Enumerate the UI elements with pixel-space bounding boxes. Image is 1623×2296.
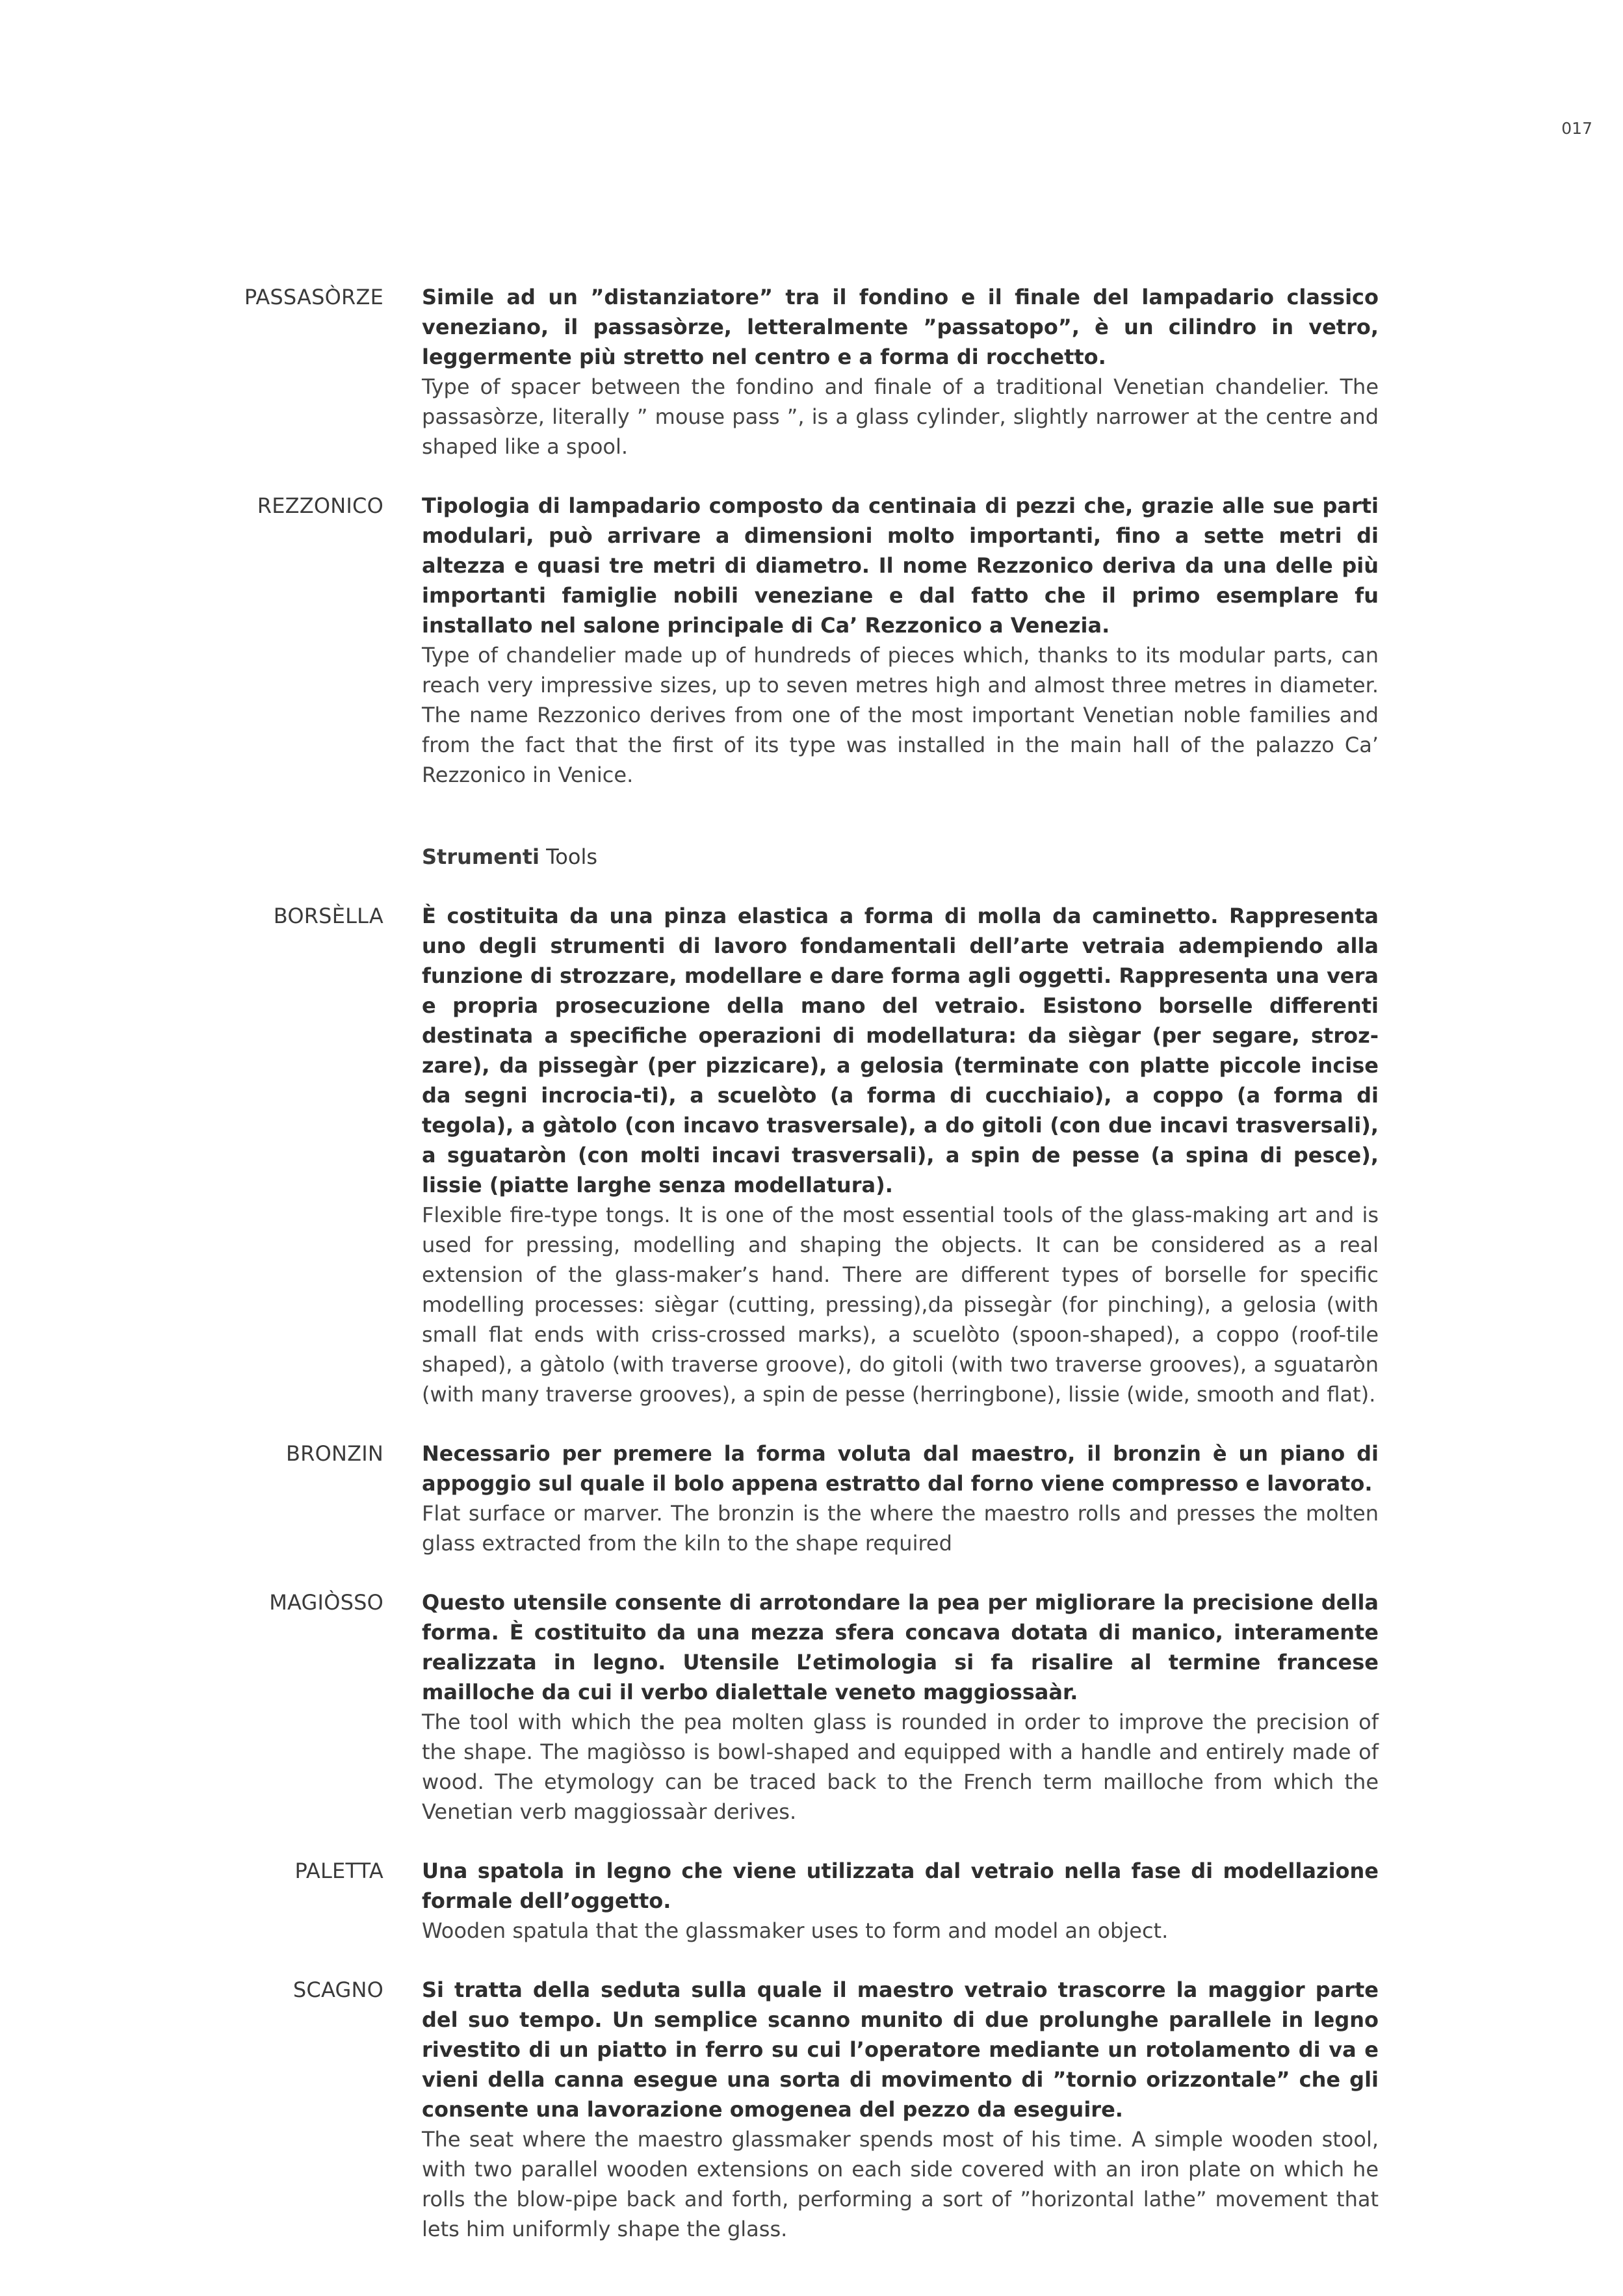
glossary-content: [0, 282, 1623, 2273]
entry-english-text: Wooden spatula that the glassmaker uses to form and model an object.: [422, 1918, 1169, 1943]
glossary-entry-rezzonico: [0, 491, 1623, 790]
glossary-entry-scagno: [0, 1975, 1623, 2244]
entry-term: REZZONICO: [257, 493, 383, 518]
entry-body: [422, 1439, 1379, 1558]
entry-body: [422, 282, 1379, 462]
entry-italian-text: Si tratta della seduta sulla quale il maestro vetraio trascorre la maggior parte del suo tempo. Un semplice scanno munito di due prolunghe parallele in legno rivestito di un piatto in ferro su cui l’operatore mediante un rotolamento di va e vieni della canna esegue una sorta di movimento di ”tornio orizzontale” che gli consente una lavorazione omogenea del pezzo da eseguire.: [422, 1977, 1379, 2122]
entry-italian-text: Questo utensile consente di arrotondare la pea per migliorare la precisione della forma. È costituito da una mezza sfera concava dotata di manico, interamente realizzata in legno. Utensile L’etimologia si fa risalire al termine francese mailloche da cui il verbo dialettale veneto maggiossaàr.: [422, 1590, 1379, 1704]
entry-term: PALETTA: [294, 1859, 383, 1883]
glossary-entry-bronzin: [0, 1439, 1623, 1558]
page-number: 017: [1561, 119, 1592, 138]
entry-english-text: The tool with which the pea molten glass is rounded in order to improve the precision of the shape. The magiòsso is bowl-shaped and equipped with a handle and entirely made of wood. The etymology can be traced back to the French term mailloche from which the Venetian verb maggiossaàr derives.: [422, 1710, 1379, 1824]
section-title-english: Tools: [546, 844, 597, 869]
entry-body: [422, 1587, 1379, 1827]
entry-italian-text: Necessario per premere la forma voluta dal maestro, il bronzin è un piano di appoggio sul quale il bolo appena estratto dal forno viene compresso e lavorato.: [422, 1441, 1379, 1496]
entry-body: [422, 1975, 1379, 2244]
glossary-entry-passasorze: [0, 282, 1623, 462]
section-title-italian: Strumenti: [422, 844, 539, 869]
entry-term: MAGIÒSSO: [269, 1590, 383, 1615]
entry-english-text: Flat surface or marver. The bronzin is the where the maestro rolls and presses the molten glass extracted from the kiln to the shape required: [422, 1501, 1379, 1556]
glossary-entry-borsella: [0, 901, 1623, 1409]
entry-term: BORSÈLLA: [273, 904, 383, 928]
entry-english-text: Flexible fire-type tongs. It is one of the most essential tools of the glass-making art and is used for pressing, modelling and shaping the objects. It can be considered as a real extension of the glass-maker’s hand. There are different types of borselle for specific modelling processes: siègar (cutting, pressing),da pissegàr (for pinching), a gelosia (with small flat ends with criss-crossed marks), a scuelòto (spoon-shaped), a coppo (roof-tile shaped), a gàtolo (with traverse groove), do gitoli (with two traverse grooves), a sguataròn (with many traverse grooves), a spin de pesse (herringbone), lissie (wide, smooth and flat).: [422, 1203, 1379, 1407]
entry-italian-text: Tipologia di lampadario composto da centinaia di pezzi che, grazie alle sue parti modulari, può arrivare a dimensioni molto importanti, fino a sette metri di altezza e quasi tre metri di diametro. Il nome Rezzonico deriva da una delle più importanti famiglie nobili veneziane e dal fatto che il primo esemplare fu installato nel salone principale di Ca’ Rezzonico a Venezia.: [422, 493, 1379, 638]
entry-italian-text: Simile ad un ”distanziatore” tra il fondino e il finale del lampadario classico veneziano, il passasòrze, letteralmente ”passatopo”, è un cilindro in vetro, leggermente più stretto nel centro e a forma di rocchetto.: [422, 285, 1379, 369]
entry-english-text: The seat where the maestro glassmaker spends most of his time. A simple wooden stool, with two parallel wooden extensions on each side covered with an iron plate on which he rolls the blow-pipe back and forth, performing a sort of ”horizontal lathe” movement that lets him uniformly shape the glass.: [422, 2127, 1379, 2241]
entry-term: PASSASÒRZE: [244, 285, 383, 309]
entry-body: [422, 1856, 1379, 1946]
entry-term: BRONZIN: [285, 1441, 383, 1466]
entry-body: [422, 901, 1379, 1409]
entry-term: SCAGNO: [292, 1977, 383, 2002]
section-heading-tools: [422, 842, 1623, 872]
glossary-entry-paletta: [0, 1856, 1623, 1946]
entry-english-text: Type of chandelier made up of hundreds of pieces which, thanks to its modular parts, can reach very impressive sizes, up to seven metres high and almost three metres in diameter. The name Rezzonico derives from one of the most important Venetian noble families and from the fact that the first of its type was installed in the main hall of the palazzo Ca’ Rezzonico in Venice.: [422, 643, 1379, 787]
entry-italian-text: È costituita da una pinza elastica a forma di molla da caminetto. Rappresenta uno degli strumenti di lavoro fondamentali dell’arte vetraia adempiendo alla funzione di strozzare, modellare e dare forma agli oggetti. Rappresenta una vera e propria prosecuzione della mano del vetraio. Esistono borselle differenti destinata a specifiche operazioni di modellatura: da siègar (per segare, stroz-zare), da pissegàr (per pizzicare), a gelosia (terminate con platte piccole incise da segni incrocia-ti), a scuelòto (a forma di cucchiaio), a coppo (a forma di tegola), a gàtolo (con incavo trasversale), a do gitoli (con due incavi trasversali), a sguataròn (con molti incavi trasversali), a spin de pesse (a spina di pesce), lissie (piatte larghe senza modellatura).: [422, 904, 1379, 1197]
entry-italian-text: Una spatola in legno che viene utilizzata dal vetraio nella fase di modellazione formale dell’oggetto.: [422, 1859, 1379, 1913]
glossary-entry-magiosso: [0, 1587, 1623, 1827]
entry-body: [422, 491, 1379, 790]
entry-english-text: Type of spacer between the fondino and finale of a traditional Venetian chandelier. The passasòrze, literally ” mouse pass ”, is a glass cylinder, slightly narrower at the centre and shaped like a spool.: [422, 374, 1379, 459]
